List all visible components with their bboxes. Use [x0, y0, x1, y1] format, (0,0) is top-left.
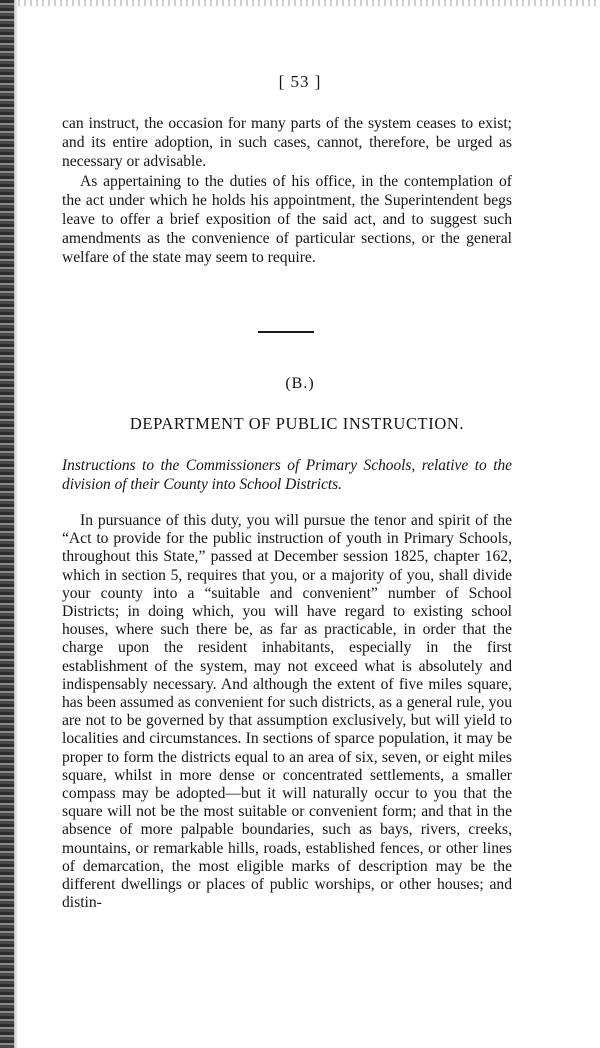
binding-gutter: [0, 0, 14, 1048]
section-label: (B.): [285, 375, 315, 392]
intro-paragraph-1: can instruct, the occasion for many parts of the system ceases to exist; and its entire adoption, in such cases, cannot, therefore, be urged as necessary or advisable.: [62, 115, 512, 171]
section-divider: [258, 331, 314, 333]
binding-shadow: [14, 0, 18, 1048]
section-body: [62, 512, 512, 912]
page-number: [ 53 ]: [278, 72, 322, 91]
scan-noise-top: [18, 0, 600, 6]
body-paragraph: In pursuance of this duty, you will pursue the tenor and spirit of the “Act to provide for the public instruction of youth in Primary Schools, throughout this State,” passed at December session 1825, chapter 162, which in section 5, requires that you, or a majority of you, shall divide your county into a “suitable and convenient” number of School Districts; in doing which, you will have regard to existing school houses, where such there be, as far as practicable, in order that the charge upon the resident inhabitants, especially in the first establishment of the system, may not exceed what is absolutely and indispensably necessary. And although the extent of five miles square, has been assumed as convenient for such districts, as a general rule, you are not to be governed by that assumption exclusively, but will yield to localities and circumstances. In sections of sparce population, it may be proper to form the districts equal to an area of six, seven, or eight miles square, whilst in more dense or concentrated settlements, a smaller compass may be adopted—but it will naturally occur to you that the square will not be the most suitable or convenient form; and that in the absence of more palpable boundaries, such as bays, rivers, creeks, mountains, or remarkable hills, roads, established fences, or other lines of demarcation, the most eligible marks of description may be the different dwellings or places of public worships, or other houses; and distin-: [62, 512, 512, 912]
intro-text: [62, 114, 512, 268]
intro-paragraph-2: As appertaining to the duties of his office, in the contemplation of the act under which he holds his appointment, the Superintendent begs leave to offer a brief exposition of the said act, and to suggest such amendments as the convenience of particular sections, or the general welfare of the state may seem to require.: [62, 172, 512, 267]
section-subheading: Instructions to the Commissioners of Primary Schools, relative to the division of their County into School Districts.: [62, 457, 512, 493]
section-heading: DEPARTMENT OF PUBLIC INSTRUCTION.: [129, 414, 465, 433]
